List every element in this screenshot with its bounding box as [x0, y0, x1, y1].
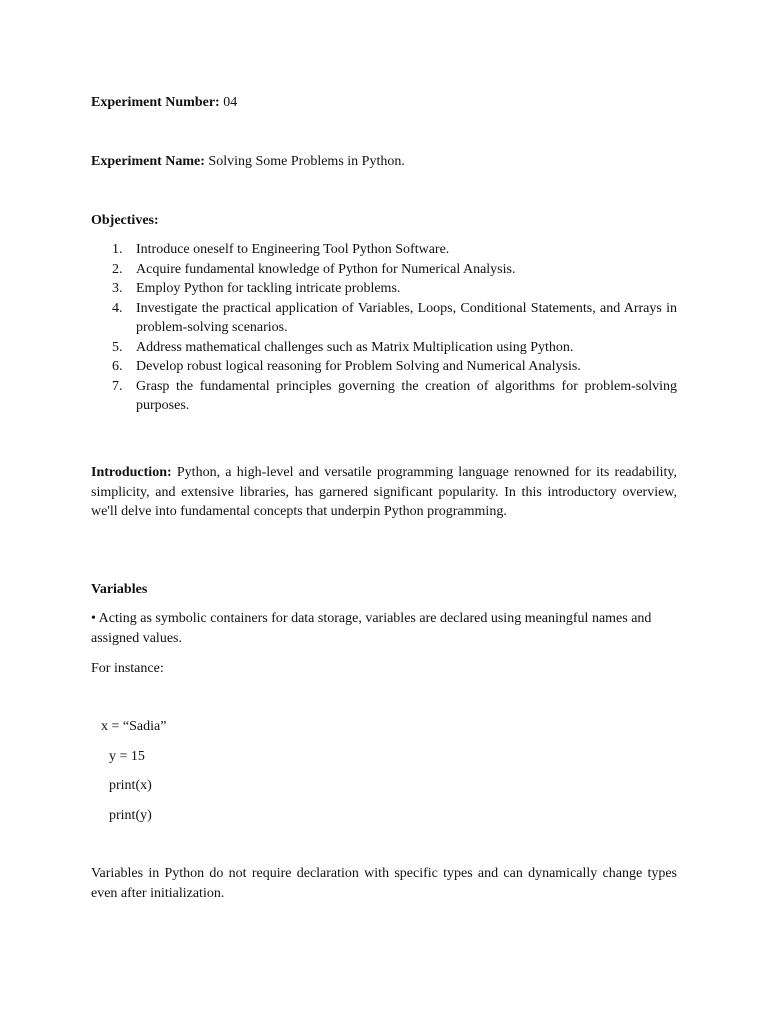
objective-item: [91, 377, 677, 416]
objective-number: 3.: [112, 281, 123, 296]
objective-text: Address mathematical challenges such as Matrix Multiplication using Python.: [136, 339, 574, 355]
objective-text: Grasp the fundamental principles governing the creation of algorithms for problem-solving purposes.: [136, 378, 677, 413]
objective-item: [91, 240, 677, 260]
objective-item: [91, 338, 677, 358]
variables-bullet: • Acting as symbolic containers for data storage, variables are declared using meaningful names and assigned values.: [91, 611, 652, 646]
introduction-label: Introduction:: [91, 465, 172, 480]
code-line: print(y): [109, 808, 152, 823]
experiment-number-value: 04: [219, 95, 238, 110]
objective-text: Employ Python for tackling intricate problems.: [136, 281, 401, 296]
for-instance-label: For instance:: [91, 661, 164, 676]
objective-item: [91, 279, 677, 299]
experiment-name-label: Experiment Name:: [91, 154, 205, 169]
objective-text: Develop robust logical reasoning for Problem Solving and Numerical Analysis.: [136, 359, 581, 374]
objective-item: [91, 260, 677, 280]
objective-item: [91, 299, 677, 338]
objective-text: Introduce oneself to Engineering Tool Python Software.: [136, 242, 450, 257]
objective-number: 4.: [112, 300, 123, 316]
experiment-name-value: Solving Some Problems in Python.: [204, 154, 405, 169]
objectives-heading: Objectives:: [91, 213, 159, 228]
objective-text: Investigate the practical application of Variables, Loops, Conditional Statements, and Arrays in problem-solving scenarios.: [136, 300, 677, 335]
objective-text: Acquire fundamental knowledge of Python for Numerical Analysis.: [136, 261, 516, 277]
introduction-text: Python, a high-level and versatile programming language renowned for its readability, simplicity, and extensive libraries, has garnered significant popularity. In this introductory overview, we'll delve into fundamental concepts that underpin Python programming.: [91, 465, 677, 519]
experiment-number-line: [91, 93, 677, 113]
experiment-name-line: [91, 152, 677, 172]
objective-item: [91, 357, 677, 377]
variables-note: Variables in Python do not require declaration with specific types and can dynamically change types even after initialization.: [91, 866, 677, 901]
variables-heading: Variables: [91, 582, 148, 597]
experiment-number-label: Experiment Number:: [91, 95, 220, 110]
code-line: x = “Sadia”: [101, 719, 167, 734]
code-line: y = 15: [109, 749, 145, 764]
objective-number: 2.: [112, 261, 123, 277]
objective-number: 5.: [112, 339, 123, 355]
objectives-list: [91, 240, 677, 416]
code-line: print(x): [109, 778, 152, 793]
objective-number: 7.: [112, 378, 123, 394]
introduction-paragraph: [91, 463, 677, 522]
objective-number: 6.: [112, 359, 123, 374]
objective-number: 1.: [112, 242, 123, 257]
